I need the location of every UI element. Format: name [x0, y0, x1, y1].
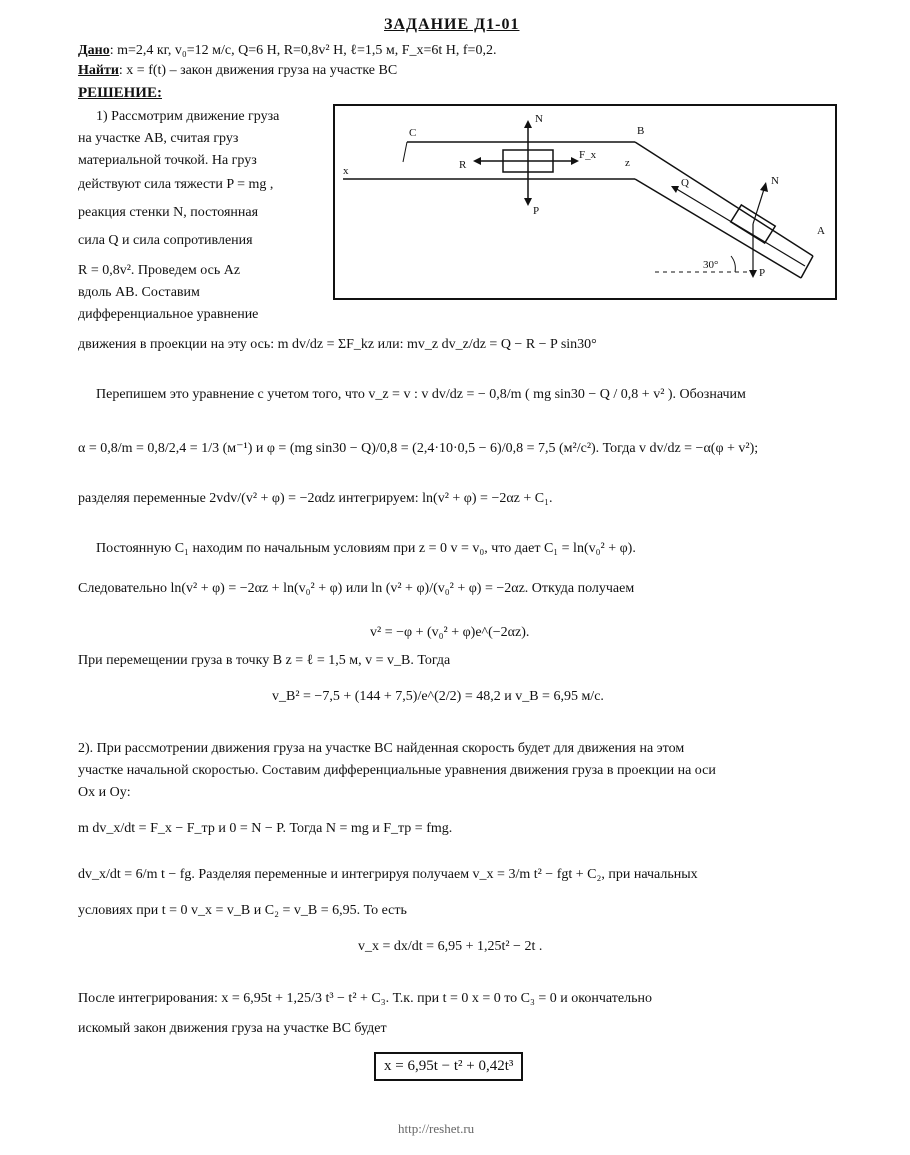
figure-label: A: [817, 225, 825, 237]
left-col-line: 1) Рассмотрим движение груза: [96, 109, 280, 124]
find-label: Найти: [78, 63, 119, 78]
left-col-line: R = 0,8v². Проведем ось Az: [78, 263, 241, 278]
solution-line: Следовательно ln(v² + φ) = −2αz + ln(v₀² + φ) или ln (v² + φ)/(v₀² + φ) = −2αz. Откуда получаем: [78, 581, 635, 596]
figure-label: B: [637, 125, 645, 137]
solution-heading: РЕШЕНИЕ:: [78, 85, 162, 101]
solution-line: v² = −φ + (v₀² + φ)e^(−2αz).: [370, 625, 530, 640]
solution-line: α = 0,8/m = 0,8/2,4 = 1/3 (м⁻¹) и φ = (mg sin30 − Q)/0,8 = (2,4·10·0,5 − 6)/0,8 = 7,5 (м²/с²). Тогда v dv/dz = −α(φ + v²);: [78, 441, 759, 456]
solution-line: Ox и Oy:: [78, 785, 131, 800]
given-text: : m=2,4 кг, v₀=12 м/с, Q=6 Н, R=0,8v² Н, ℓ=1,5 м, F_x=6t Н, f=0,2.: [109, 43, 497, 58]
mechanics-figure: [333, 104, 837, 300]
solution-line: 2). При рассмотрении движения груза на участке BC найденная скорость будет для движения на этом: [78, 741, 685, 756]
figure-label: R: [459, 159, 467, 171]
figure-label: N: [771, 175, 779, 187]
solution-line: dv_x/dt = 6/m t − fg. Разделяя переменные и интегрируя получаем v_x = 3/m t² − fgt + C₂, при начальных: [78, 867, 698, 882]
given-label: Дано: [78, 43, 110, 58]
figure-drawing: [335, 106, 835, 298]
find-text: : x = f(t) – закон движения груза на участке BC: [118, 63, 398, 78]
footer-url[interactable]: http://reshet.ru: [398, 1121, 475, 1136]
left-col-line: материальной точкой. На груз: [78, 153, 257, 168]
solution-line: Постоянную C₁ находим по начальным условиям при z = 0 v = v₀, что дает C₁ = ln(v₀² + φ).: [96, 541, 636, 556]
figure-label: P: [533, 205, 540, 217]
solution-line: участке начальной скоростью. Составим дифференциальные уравнения движения груза в проекции на оси: [78, 763, 716, 778]
solution-line: искомый закон движения груза на участке BC будет: [78, 1021, 387, 1036]
figure-label: F_x: [579, 149, 597, 161]
solution-line: Перепишем это уравнение с учетом того, что v_z = v : v dv/dz = − 0,8/m ( mg sin30 − Q / 0,8 + v² ). Обозначим: [96, 387, 746, 402]
figure-label: z: [625, 157, 630, 169]
solution-line: m dv_x/dt = F_x − F_тр и 0 = N − P. Тогда N = mg и F_тр = fmg.: [78, 821, 453, 836]
solution-line: v_x = dx/dt = 6,95 + 1,25t² − 2t .: [358, 939, 543, 954]
left-col-line: на участке AB, считая груз: [78, 131, 239, 146]
solution-line: условиях при t = 0 v_x = v_B и C₂ = v_B = 6,95. То есть: [78, 903, 407, 918]
find-line: [78, 62, 397, 80]
left-col-line: сила Q и сила сопротивления: [78, 233, 253, 248]
solution-line: разделяя переменные 2vdv/(v² + φ) = −2αdz интегрируем: ln(v² + φ) = −2αz + C₁.: [78, 491, 553, 506]
solution-line: После интегрирования: x = 6,95t + 1,25/3 t³ − t² + C₃. Т.к. при t = 0 x = 0 то C₃ = 0 и окончательно: [78, 991, 652, 1006]
solution-line: При перемещении груза в точку B z = ℓ = 1,5 м, v = v_B. Тогда: [78, 653, 451, 668]
left-col-line: дифференциальное уравнение: [78, 307, 259, 322]
given-line: [78, 42, 496, 60]
page-title: ЗАДАНИЕ Д1-01: [384, 16, 520, 33]
figure-label: N: [535, 113, 543, 125]
left-col-line: реакция стенки N, постоянная: [78, 205, 259, 220]
left-col-line: действуют сила тяжести P = mg ,: [78, 177, 274, 192]
figure-label: Q: [681, 177, 689, 189]
figure-label: C: [409, 127, 417, 139]
solution-line: движения в проекции на эту ось: m dv/dz = ΣF_kz или: mv_z dv_z/dz = Q − R − P sin30°: [78, 337, 597, 352]
figure-label: P: [759, 267, 766, 279]
final-answer-box: x = 6,95t − t² + 0,42t³: [374, 1052, 523, 1081]
figure-label: 30°: [703, 259, 719, 271]
solution-line: v_B² = −7,5 + (144 + 7,5)/e^(2/2) = 48,2 и v_B = 6,95 м/с.: [272, 689, 604, 704]
figure-label: x: [343, 165, 349, 177]
left-col-line: вдоль AB. Составим: [78, 285, 200, 300]
